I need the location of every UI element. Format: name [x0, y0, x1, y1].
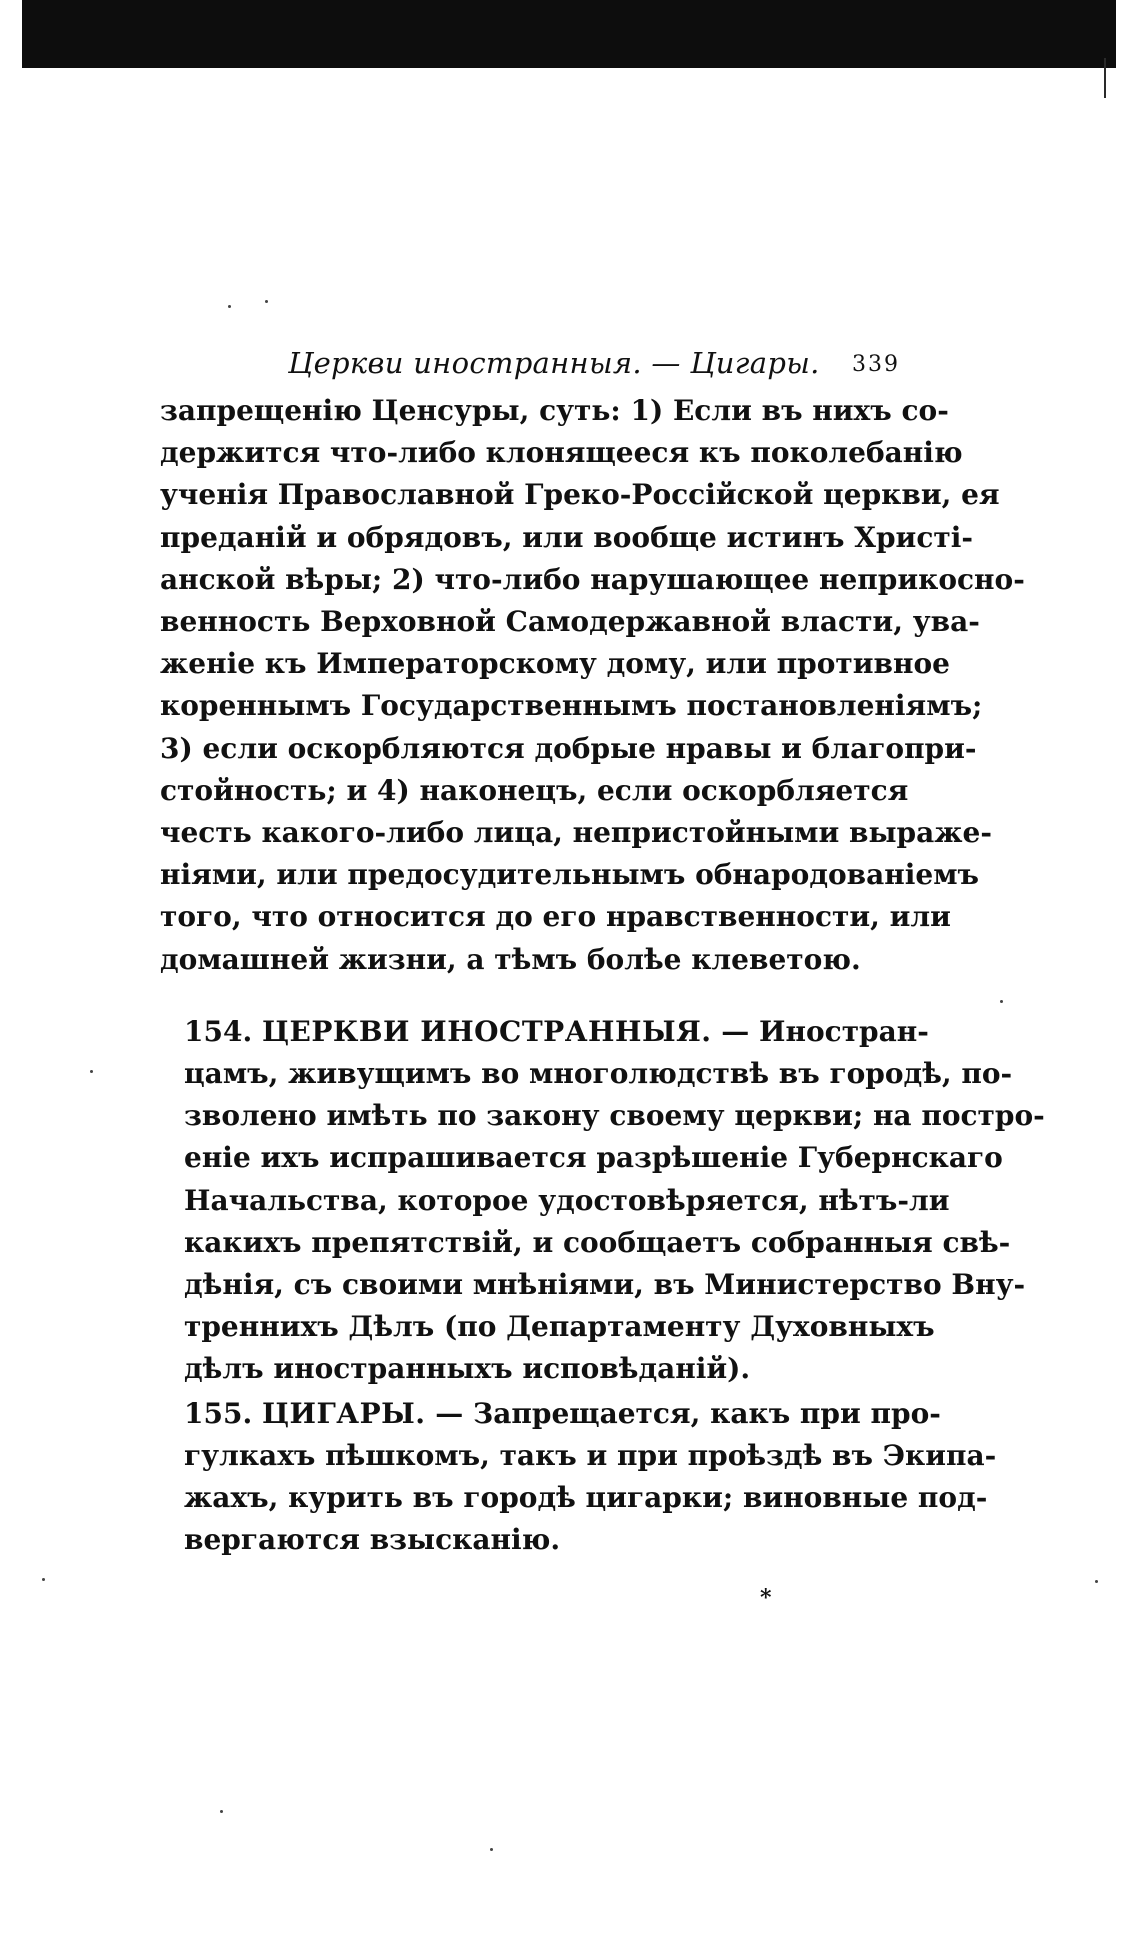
article-155	[160, 1393, 997, 1562]
text-line: запрещенію Ценсуры, суть: 1) Если въ нихъ со-	[160, 394, 949, 427]
text-line: женіе къ Императорскому дому, или противное	[160, 647, 950, 681]
text-line: ученія Православной Греко-Россійской церкви, ея	[160, 478, 1000, 512]
text-line: венность Верховной Самодержавной власти, ува-	[160, 605, 980, 639]
scan-border-top	[22, 0, 1116, 68]
text-line: какихъ препятствій, и сообщаетъ собранныя свѣ-	[184, 1225, 1011, 1259]
text-line: дѣлъ иностранныхъ исповѣданій).	[184, 1352, 751, 1386]
text-line: 3) если оскорбляются добрые нравы и благопри-	[160, 731, 977, 765]
page-number: 339	[852, 352, 900, 377]
scan-speck	[220, 1810, 223, 1813]
article-154-first-line-rest: — Иностран-	[711, 1014, 929, 1048]
scan-speck	[90, 1070, 93, 1073]
text-line: держится что-либо клонящееся къ поколебанію	[160, 436, 963, 470]
article-155-first-line-rest: — Запрещается, какъ при про-	[425, 1396, 941, 1430]
text-line: дѣнія, съ своими мнѣніями, въ Министерство Вну-	[184, 1268, 1026, 1302]
text-line: Начальства, которое удостовѣряется, нѣтъ-ли	[184, 1183, 950, 1217]
article-154	[160, 1011, 1045, 1391]
text-line: честь какого-либо лица, непристойными выраже-	[160, 816, 992, 850]
scan-speck	[228, 305, 231, 308]
text-line: стойность; и 4) наконецъ, если оскорбляется	[160, 773, 909, 807]
article-155-title: ЦИГАРЫ.	[261, 1396, 426, 1430]
book-page	[160, 330, 1045, 1561]
text-line: еніе ихъ испрашивается разрѣшеніе Губернскаго	[184, 1141, 1003, 1175]
text-line: ніями, или предосудительнымъ обнародованіемъ	[160, 858, 979, 892]
asterisk-mark: *	[760, 1585, 772, 1611]
text-line: цамъ, живущимъ во многолюдствѣ въ городѣ, по-	[184, 1057, 1013, 1091]
scan-speck	[490, 1848, 493, 1851]
text-line: домашней жизни, а тѣмъ болѣе клеветою.	[160, 942, 861, 976]
text-line: того, что относится до его нравственности, или	[160, 900, 951, 934]
continuation-paragraph	[160, 390, 1025, 981]
article-154-number: 154.	[184, 1014, 253, 1048]
scan-speck	[42, 1578, 45, 1581]
article-155-number: 155.	[184, 1396, 253, 1430]
text-line: анской вѣры; 2) что-либо нарушающее неприкосно-	[160, 562, 1025, 596]
scan-border-right	[1104, 58, 1106, 98]
article-154-title: ЦЕРКВИ ИНОСТРАННЫЯ.	[261, 1014, 712, 1048]
article-154-first-line	[160, 1011, 929, 1053]
text-line: кореннымъ Государственнымъ постановленіямъ;	[160, 689, 983, 723]
scan-speck	[265, 300, 268, 303]
scan-speck	[1000, 1000, 1003, 1003]
running-title: Церкви иностранныя. — Цигары.	[288, 346, 820, 380]
text-line: зволено имѣть по закону своему церкви; на постро-	[184, 1099, 1045, 1133]
text-line: треннихъ Дѣлъ (по Департаменту Духовныхъ	[184, 1310, 935, 1344]
running-header	[160, 330, 900, 386]
article-155-first-line	[160, 1393, 941, 1435]
scan-speck	[1095, 1580, 1098, 1583]
text-line: гулкахъ пѣшкомъ, такъ и при проѣздѣ въ Экипа-	[184, 1438, 997, 1472]
text-line: жахъ, курить въ городѣ цигарки; виновные под-	[184, 1481, 988, 1515]
text-line: вергаются взысканію.	[184, 1523, 561, 1557]
text-line: преданій и обрядовъ, или вообще истинъ Христі-	[160, 520, 973, 554]
